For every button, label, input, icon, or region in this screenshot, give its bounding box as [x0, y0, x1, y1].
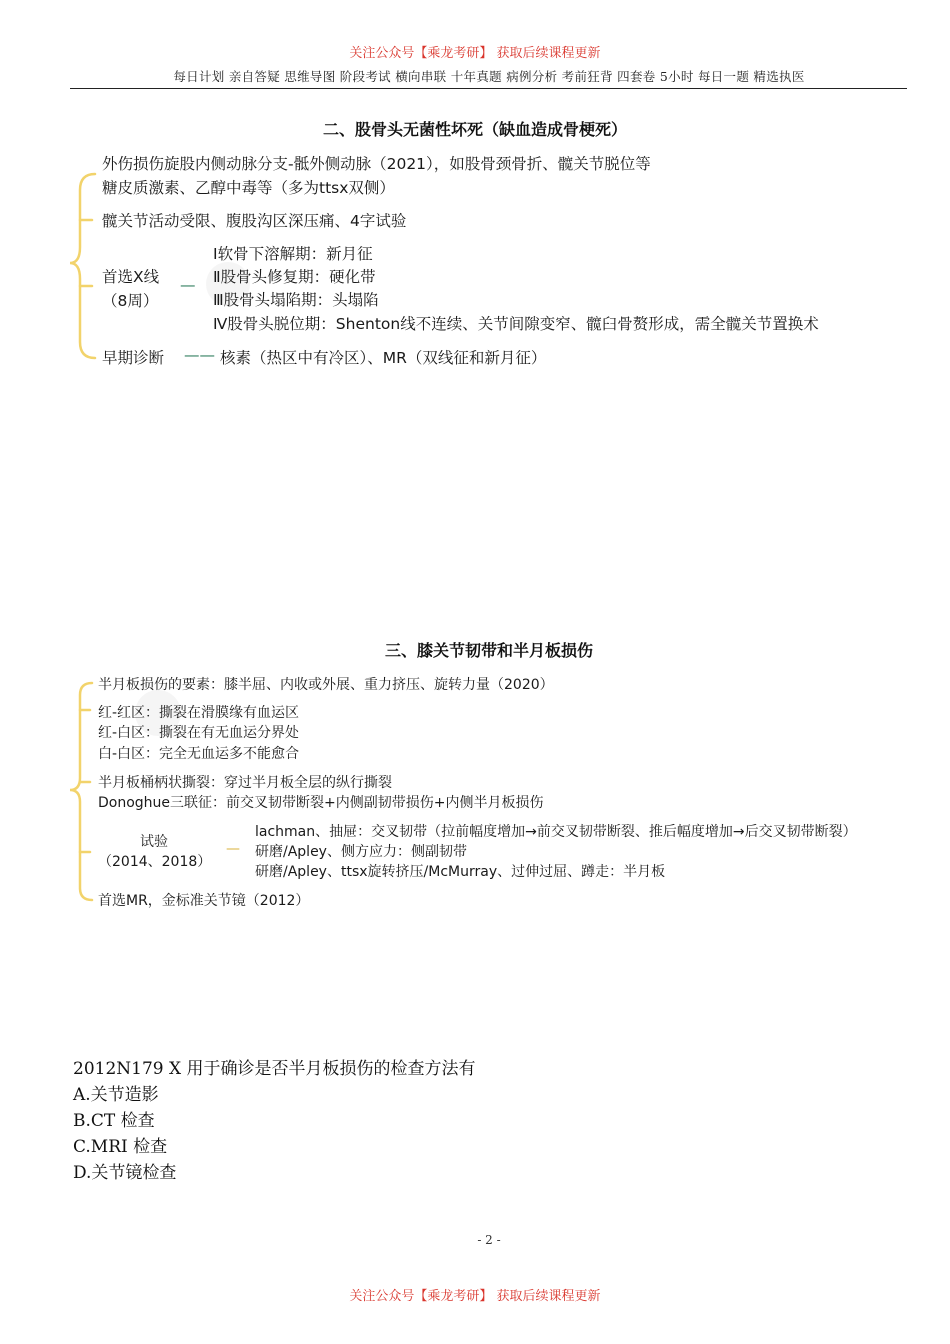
- s2-xray-sub: （8周）: [102, 292, 159, 310]
- s2-stage1: Ⅰ软骨下溶解期：新月征: [213, 245, 373, 263]
- s2-xray-dash: —: [180, 276, 196, 294]
- s2-cause1: 外伤损伤旋股内侧动脉分支-骶外侧动脉（2021），如股骨颈骨折、髋关节脱位等: [102, 155, 651, 173]
- s3-mr: 首选MR，金标准关节镜（2012）: [98, 893, 310, 909]
- s3-test-years: （2014、2018）: [98, 854, 212, 870]
- s3-zone2: 红-白区：撕裂在有无血运分界处: [98, 725, 300, 741]
- s2-early-label: 早期诊断: [102, 349, 165, 367]
- s3-test2: 研磨/Apley、侧方应力：侧副韧带: [255, 844, 467, 860]
- s3-factors: 半月板损伤的要素：膝半屈、内收或外展、重力挤压、旋转力量（2020）: [98, 677, 554, 693]
- s2-stage2: Ⅱ股骨头修复期：硬化带: [213, 268, 376, 286]
- s3-test1: lachman、抽屉：交叉韧带（拉前幅度增加→前交叉韧带断裂、推后幅度增加→后交叉韧带断裂）: [255, 824, 857, 840]
- section3-title: 三、膝关节韧带和半月板损伤: [384, 641, 593, 660]
- s2-xray-label: 首选X线: [102, 268, 160, 286]
- s2-sign: 髋关节活动受限、腹股沟区深压痛、4字试验: [102, 212, 407, 230]
- s3-test-label: 试验: [140, 834, 168, 850]
- question-option: B.CT 检查: [73, 1111, 155, 1131]
- question-option: D.关节镜检查: [73, 1163, 177, 1183]
- header-rule: [70, 88, 907, 89]
- s3-zone1: 红-红区：撕裂在滑膜缘有血运区: [98, 705, 300, 721]
- s3-zone3: 白-白区：完全无血运多不能愈合: [98, 746, 300, 762]
- s2-stage3: Ⅲ股骨头塌陷期：头塌陷: [213, 291, 379, 309]
- question-option: C.MRI 检查: [73, 1137, 168, 1157]
- footer-promo: 关注公众号【乘龙考研】 获取后续课程更新: [349, 1289, 601, 1304]
- s2-stage4: Ⅳ股骨头脱位期：Shenton线不连续、关节间隙变窄、髋臼骨赘形成，需全髋关节置换术: [213, 315, 819, 333]
- question-stem: 2012N179 X 用于确诊是否半月板损伤的检查方法有: [73, 1059, 476, 1079]
- page-number: - 2 -: [477, 1233, 501, 1247]
- s2-early-text: 核素（热区中有冷区）、MR（双线征和新月征）: [220, 349, 547, 367]
- s3-bucket: 半月板桶柄状撕裂：穿过半月板全层的纵行撕裂: [98, 775, 392, 791]
- s2-cause2: 糖皮质激素、乙醇中毒等（多为ttsx双侧）: [102, 179, 395, 197]
- header-promo: 关注公众号【乘龙考研】 获取后续课程更新: [349, 46, 601, 61]
- s3-test-dash: —: [226, 841, 240, 857]
- question-option: A.关节造影: [73, 1085, 159, 1105]
- s2-early-dash: ——: [184, 346, 215, 364]
- s3-donoghue: Donoghue三联征：前交叉韧带断裂+内侧副韧带损伤+内侧半月板损伤: [98, 795, 544, 811]
- s3-test3: 研磨/Apley、ttsx旋转挤压/McMurray、过伸过屈、蹲走：半月板: [255, 864, 666, 880]
- header-nav: 每日计划 亲自答疑 思维导图 阶段考试 横向串联 十年真题 病例分析 考前狂背 四套卷 5小时 每日一题 精选执医: [173, 69, 805, 84]
- section2-title: 二、股骨头无菌性坏死（缺血造成骨梗死）: [322, 120, 627, 139]
